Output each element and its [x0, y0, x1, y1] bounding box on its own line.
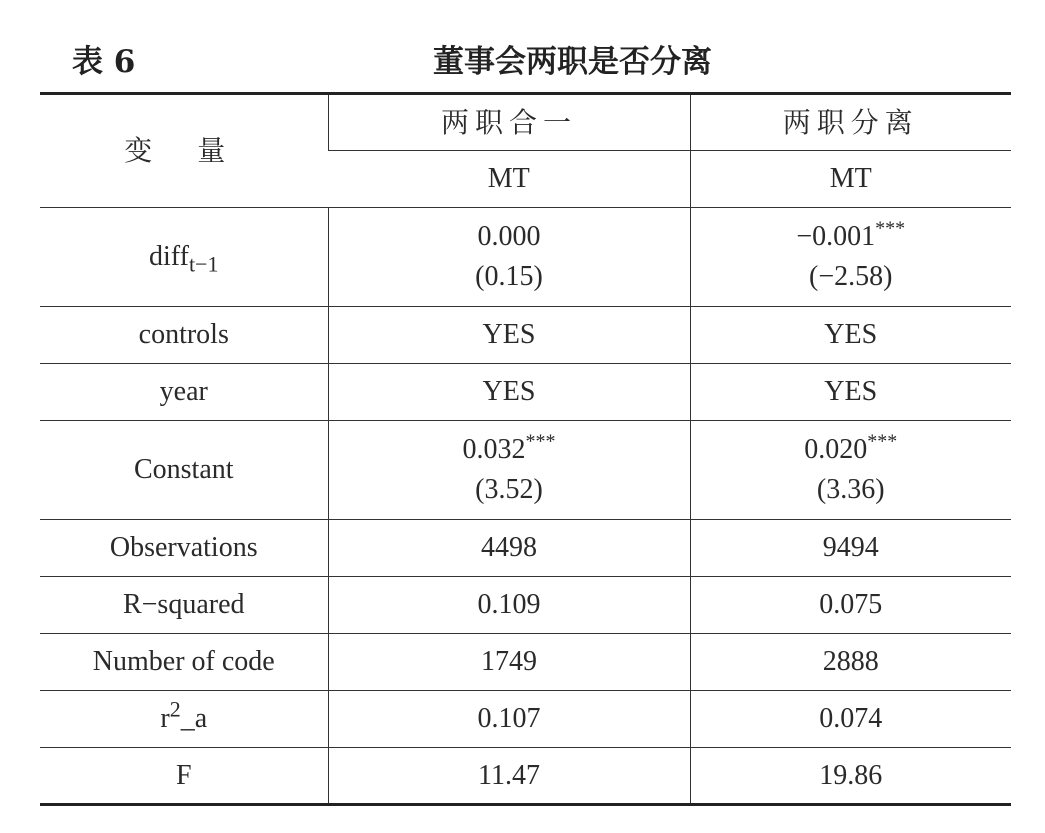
row-label-r2-a	[40, 691, 328, 748]
cell-constant-separated	[690, 421, 1011, 520]
value-observations-separated: 9494	[690, 520, 1011, 577]
value-f-separated: 19.86	[690, 748, 1011, 805]
row-label-diff	[40, 208, 328, 307]
row-label-diff-subscript: t−1	[188, 251, 219, 277]
value-controls-combined: YES	[328, 307, 690, 364]
tstat-constant-combined: (3.52)	[475, 474, 543, 505]
cell-diff-combined	[328, 208, 690, 307]
tstat-diff-combined: (0.15)	[475, 261, 543, 292]
row-label-observations: Observations	[40, 520, 328, 577]
cell-constant-combined	[328, 421, 690, 520]
value-r2-a-combined: 0.107	[328, 691, 690, 748]
stars-diff-separated: ***	[875, 217, 906, 240]
table-row-constant	[40, 421, 1011, 520]
value-controls-separated: YES	[690, 307, 1011, 364]
value-r-squared-combined: 0.109	[328, 577, 690, 634]
table-row-r2-a	[40, 691, 1011, 748]
row-label-number-of-code: Number of code	[40, 634, 328, 691]
table-row-r-squared	[40, 577, 1011, 634]
coef-diff-combined: 0.000	[477, 221, 541, 252]
value-f-combined: 11.47	[328, 748, 690, 805]
regression-table	[40, 92, 1011, 806]
value-number-of-code-combined: 1749	[328, 634, 690, 691]
header-row-groups	[40, 94, 1011, 151]
table-row-controls	[40, 307, 1011, 364]
table-row-diff	[40, 208, 1011, 307]
dependent-var-header-1: MT	[328, 151, 690, 208]
row-label-f: F	[40, 748, 328, 805]
value-year-separated: YES	[690, 364, 1011, 421]
tstat-constant-separated: (3.36)	[816, 474, 885, 505]
coef-diff-separated: −0.001	[796, 221, 876, 252]
stars-constant-combined: ***	[525, 430, 556, 453]
tstat-diff-separated: (−2.58)	[809, 261, 893, 292]
value-number-of-code-separated: 2888	[690, 634, 1011, 691]
table-row-year	[40, 364, 1011, 421]
table-row-observations	[40, 520, 1011, 577]
value-observations-combined: 4498	[328, 520, 690, 577]
group-header-combined: 两职合一	[328, 94, 690, 151]
row-label-diff-base: diff	[149, 241, 189, 272]
table-caption-label: 表 6	[72, 44, 136, 80]
row-label-r2-a-tail: _a	[180, 703, 208, 734]
row-label-year: year	[40, 364, 328, 421]
row-label-r2-a-superscript: 2	[169, 696, 181, 722]
cell-diff-separated	[690, 208, 1011, 307]
value-year-combined: YES	[328, 364, 690, 421]
value-r-squared-separated: 0.075	[690, 577, 1011, 634]
row-label-constant: Constant	[40, 421, 328, 520]
row-label-controls: controls	[40, 307, 328, 364]
row-label-r2-a-base: r	[160, 703, 170, 734]
dependent-var-header-2: MT	[690, 151, 1011, 208]
row-label-r-squared: R−squared	[40, 577, 328, 634]
coef-constant-combined: 0.032	[462, 434, 526, 465]
variable-header: 变 量	[40, 94, 328, 208]
value-r2-a-separated: 0.074	[690, 691, 1011, 748]
stars-constant-separated: ***	[867, 430, 898, 453]
table-row-f	[40, 748, 1011, 805]
coef-constant-separated: 0.020	[804, 434, 868, 465]
table-caption-title: 董事会两职是否分离	[433, 44, 712, 80]
group-header-separated: 两职分离	[690, 94, 1011, 151]
table-row-number-of-code	[40, 634, 1011, 691]
